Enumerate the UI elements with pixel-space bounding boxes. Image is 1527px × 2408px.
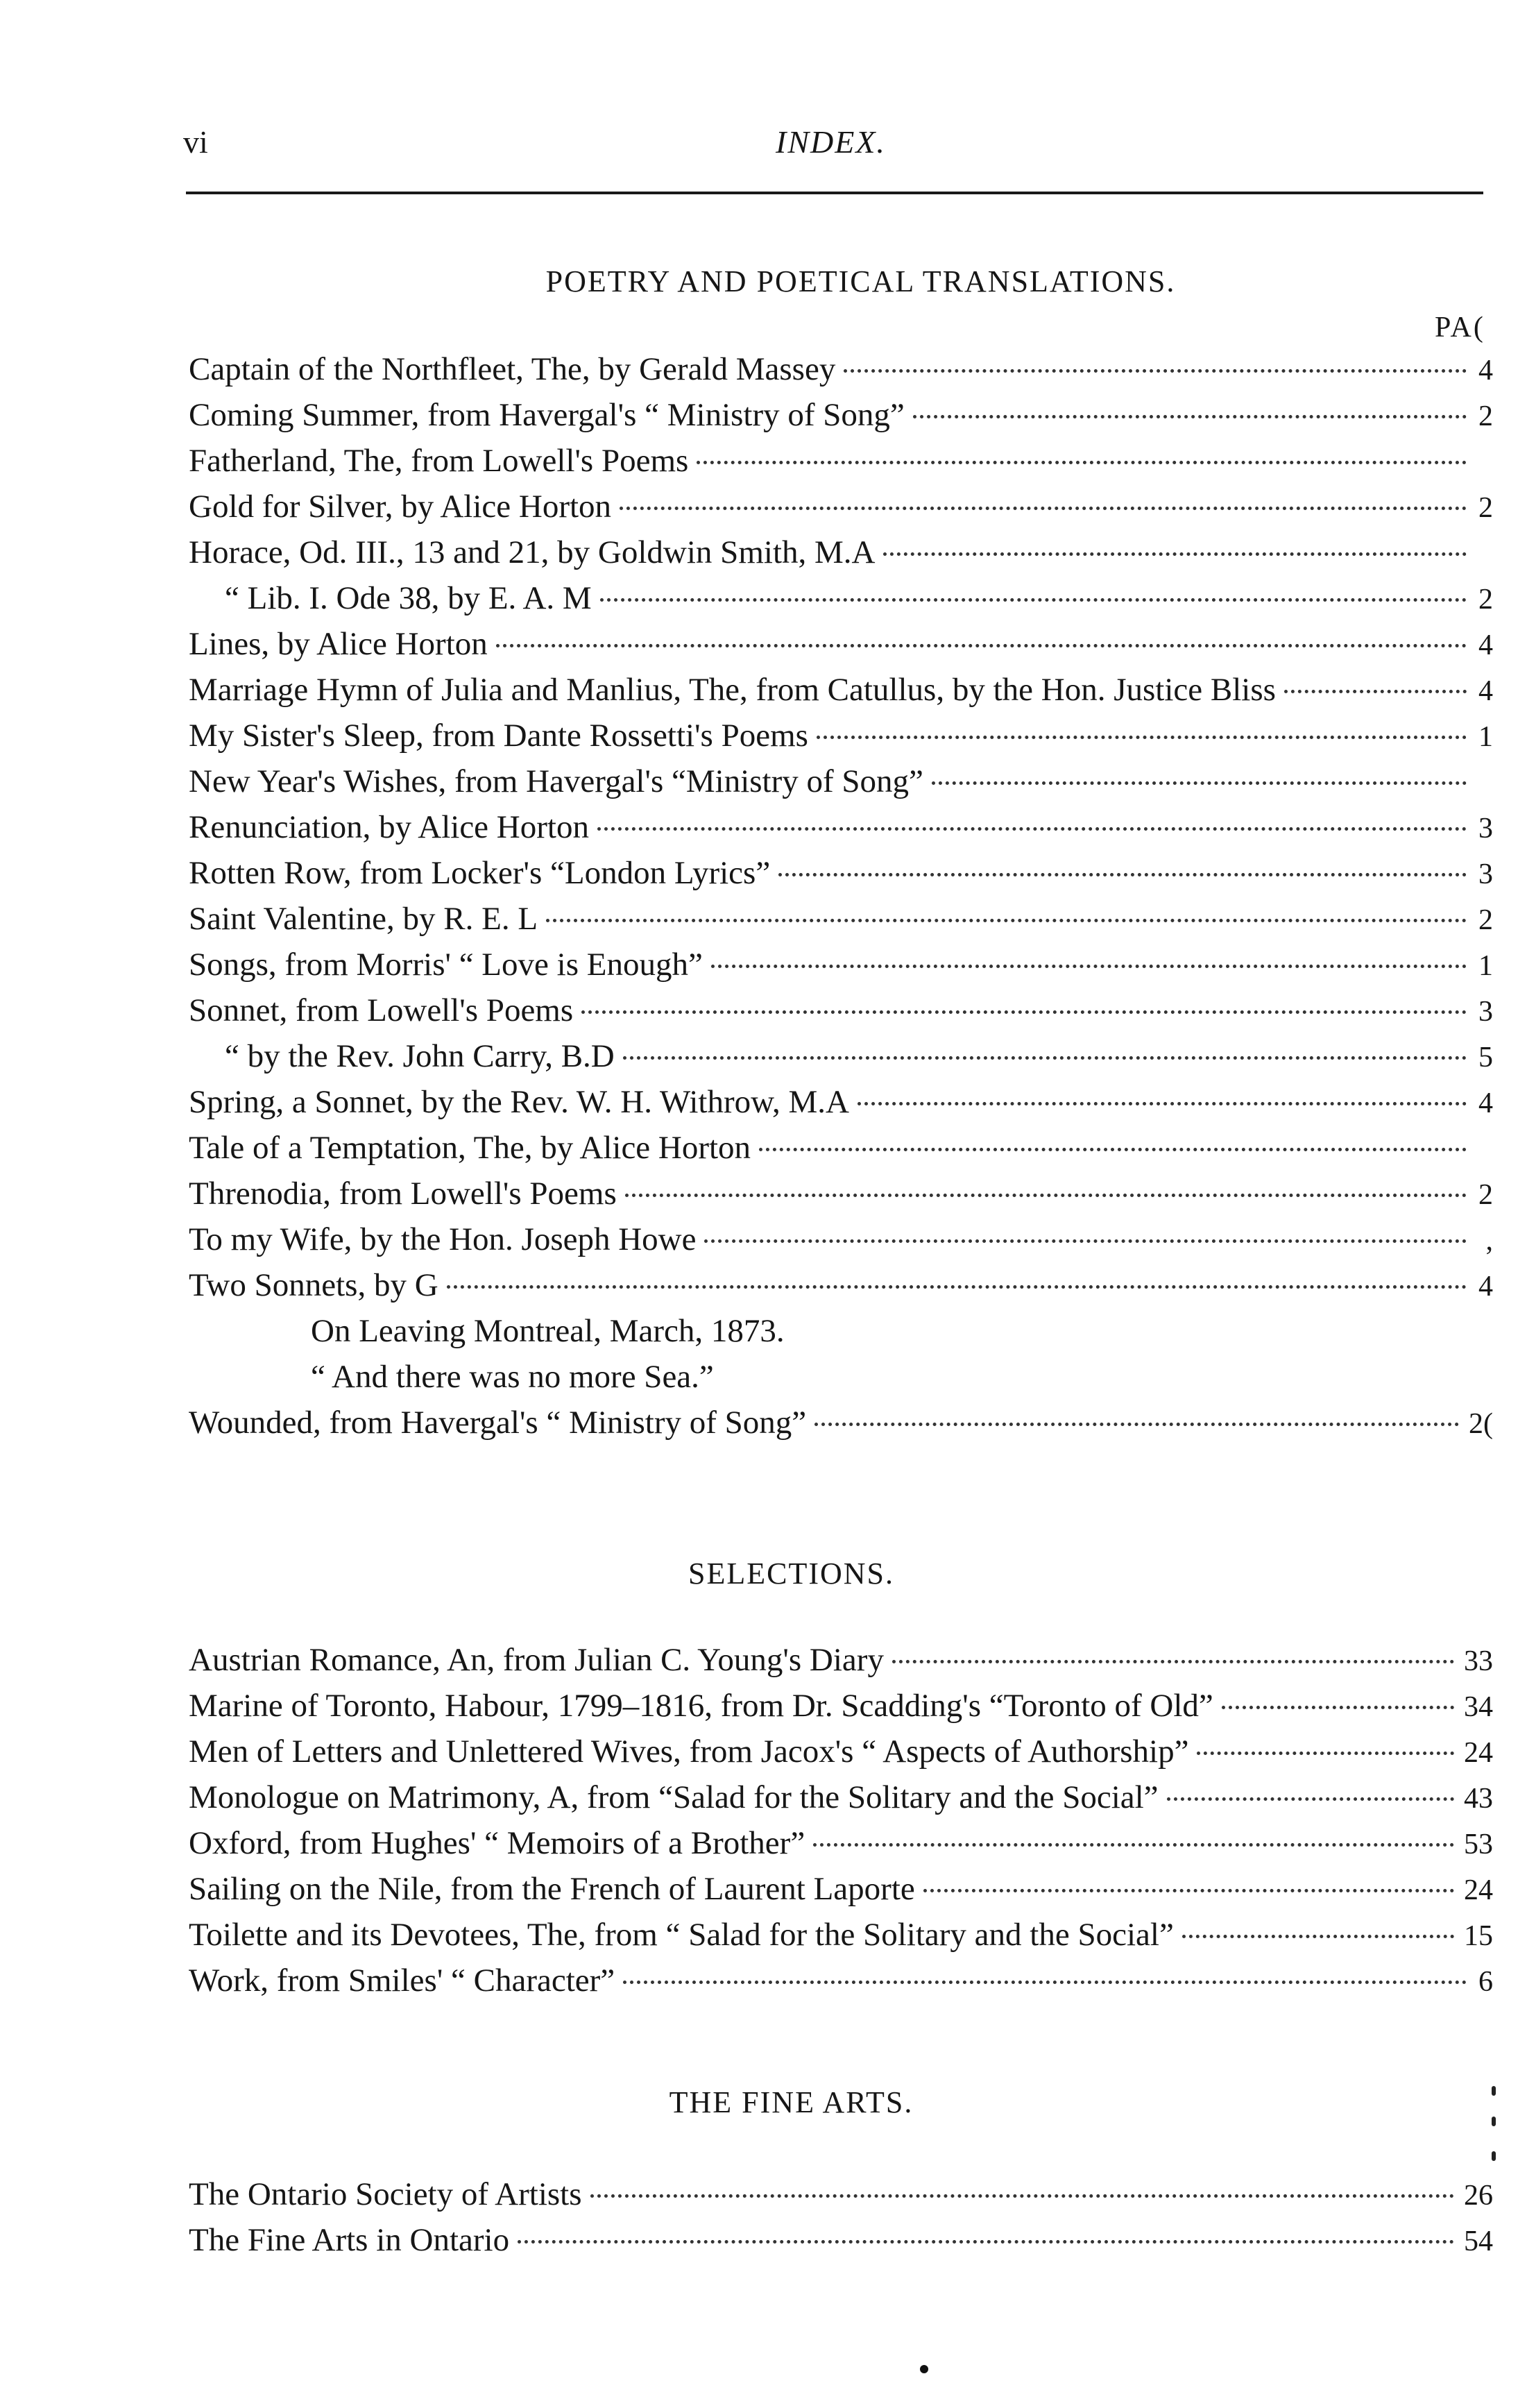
entry-page: 33 xyxy=(1464,1645,1493,1677)
index-entry xyxy=(189,1962,1493,2008)
dot-leader xyxy=(1167,1797,1454,1801)
entry-page: 24 xyxy=(1464,1874,1493,1906)
index-entry xyxy=(189,671,1493,717)
selections-section-title: SELECTIONS. xyxy=(688,1557,894,1591)
dot-leader xyxy=(858,1102,1467,1105)
index-entry xyxy=(189,808,1493,854)
entry-page: 24 xyxy=(1464,1737,1493,1769)
entry-title: Wounded, from Havergal's “ Ministry of Song” xyxy=(189,1405,807,1441)
entry-page: 26 xyxy=(1464,2180,1493,2212)
entry-title: New Year's Wishes, from Havergal's “Ministry of Song” xyxy=(189,763,923,799)
dot-leader xyxy=(1182,1935,1454,1938)
dot-leader xyxy=(623,1981,1467,1984)
index-entry xyxy=(189,763,1493,808)
entry-title: Marine of Toronto, Habour, 1799–1816, from Dr. Scadding's “Toronto of Old” xyxy=(189,1688,1213,1724)
index-entry xyxy=(189,1870,1493,1916)
entry-page: 43 xyxy=(1464,1783,1493,1815)
dot-leader xyxy=(623,1056,1467,1060)
margin-mark xyxy=(1492,2086,1496,2096)
index-entry xyxy=(189,900,1493,946)
index-entry xyxy=(189,1687,1493,1733)
entry-title: The Fine Arts in Ontario xyxy=(189,2222,510,2258)
entry-title: The Ontario Society of Artists xyxy=(189,2176,582,2212)
poetry-entries xyxy=(189,350,1493,1450)
entry-page: 6 xyxy=(1478,1966,1493,1998)
margin-mark xyxy=(1492,2117,1496,2126)
index-entry xyxy=(189,1037,1493,1083)
index-entry xyxy=(189,2221,1493,2267)
entry-page: 4 xyxy=(1478,675,1493,707)
entry-title: Oxford, from Hughes' “ Memoirs of a Brother” xyxy=(189,1825,805,1861)
index-entry xyxy=(189,1779,1493,1824)
index-entry xyxy=(189,1404,1493,1450)
entry-title: Sailing on the Nile, from the French of Laurent Laporte xyxy=(189,1871,915,1907)
index-entry xyxy=(189,1266,1493,1312)
entry-page: 3 xyxy=(1478,996,1493,1028)
index-entry xyxy=(189,992,1493,1037)
dot-leader xyxy=(590,2194,1454,2198)
dot-leader xyxy=(597,827,1467,831)
entry-title: To my Wife, by the Hon. Joseph Howe xyxy=(189,1221,697,1257)
dot-leader xyxy=(581,1010,1467,1014)
entry-title: Tale of a Temptation, The, by Alice Horton xyxy=(189,1130,751,1166)
entry-title: Saint Valentine, by R. E. L xyxy=(189,901,538,937)
entry-page: 15 xyxy=(1464,1920,1493,1952)
poetry-section-title: POETRY AND POETICAL TRANSLATIONS. xyxy=(545,264,1176,298)
dot-leader xyxy=(913,415,1467,418)
entry-title: Threnodia, from Lowell's Poems xyxy=(189,1176,617,1212)
index-entry xyxy=(189,350,1493,396)
entry-title: “ Lib. I. Ode 38, by E. A. M xyxy=(225,580,592,616)
page-number: vi xyxy=(183,124,208,160)
index-entry xyxy=(189,625,1493,671)
dot-leader xyxy=(518,2240,1454,2244)
dot-leader xyxy=(496,644,1467,647)
entry-page: 4 xyxy=(1478,1271,1493,1303)
entry-page: 2( xyxy=(1469,1408,1493,1440)
entry-title: Rotten Row, from Locker's “London Lyrics” xyxy=(189,855,771,891)
entry-title: Austrian Romance, An, from Julian C. Young's Diary xyxy=(189,1642,884,1678)
fine-arts-section-title: THE FINE ARTS. xyxy=(669,2085,914,2119)
dot-leader xyxy=(697,461,1467,464)
entry-page: 3 xyxy=(1478,813,1493,845)
entry-title: Lines, by Alice Horton xyxy=(189,626,488,662)
dot-leader xyxy=(892,1660,1454,1663)
running-title: INDEX. xyxy=(776,124,886,160)
dot-leader xyxy=(814,1423,1459,1426)
index-entry xyxy=(189,1641,1493,1687)
index-entry xyxy=(189,488,1493,534)
entry-title: Monologue on Matrimony, A, from “Salad for the Solitary and the Social” xyxy=(189,1779,1159,1815)
dot-leader xyxy=(883,552,1467,556)
header-rule xyxy=(186,192,1483,194)
index-entry xyxy=(189,1083,1493,1129)
entry-title: Renunciation, by Alice Horton xyxy=(189,809,589,845)
entry-title: Sonnet, from Lowell's Poems xyxy=(189,992,574,1028)
page-column-label: PA( xyxy=(1435,312,1485,344)
entry-title: Work, from Smiles' “ Character” xyxy=(189,1962,615,1999)
index-entry xyxy=(189,442,1493,488)
dot-leader xyxy=(704,1239,1467,1243)
entry-title: Men of Letters and Unlettered Wives, from Jacox's “ Aspects of Authorship” xyxy=(189,1733,1189,1770)
entry-page: 3 xyxy=(1478,858,1493,890)
entry-title: Fatherland, The, from Lowell's Poems xyxy=(189,443,689,479)
index-entry xyxy=(189,579,1493,625)
entry-page: 2 xyxy=(1478,492,1493,524)
dot-leader xyxy=(923,1889,1454,1892)
entry-page: 5 xyxy=(1478,1042,1493,1074)
index-entry xyxy=(189,854,1493,900)
dot-leader xyxy=(932,781,1467,785)
dot-leader xyxy=(817,736,1467,739)
fine-arts-entries xyxy=(189,2176,1493,2267)
entry-page: 1 xyxy=(1478,721,1493,753)
dot-leader xyxy=(778,873,1467,876)
entry-page: 2 xyxy=(1478,584,1493,616)
selections-entries xyxy=(189,1641,1493,2008)
dot-leader xyxy=(600,598,1467,602)
entry-title: “ by the Rev. John Carry, B.D xyxy=(225,1038,615,1074)
index-entry xyxy=(189,1358,1493,1404)
dot-leader xyxy=(447,1285,1467,1289)
footer-dot xyxy=(920,2365,928,2373)
dot-leader xyxy=(546,919,1467,922)
index-entry xyxy=(189,946,1493,992)
index-entry xyxy=(189,1175,1493,1221)
entry-title: Toilette and its Devotees, The, from “ Salad for the Solitary and the Social” xyxy=(189,1917,1174,1953)
entry-page: 2 xyxy=(1478,904,1493,936)
margin-mark xyxy=(1492,2151,1496,2161)
entry-page: 4 xyxy=(1478,355,1493,387)
entry-title: Captain of the Northfleet, The, by Gerald Massey xyxy=(189,351,836,387)
entry-page: 54 xyxy=(1464,2225,1493,2257)
entry-title: My Sister's Sleep, from Dante Rossetti's Poems xyxy=(189,718,808,754)
entry-title: Horace, Od. III., 13 and 21, by Goldwin Smith, M.A xyxy=(189,534,876,570)
dot-leader xyxy=(625,1194,1467,1197)
dot-leader xyxy=(759,1148,1467,1151)
entry-title: Gold for Silver, by Alice Horton xyxy=(189,489,612,525)
index-entry xyxy=(189,1129,1493,1175)
index-entry xyxy=(189,534,1493,579)
entry-title: Coming Summer, from Havergal's “ Ministry of Song” xyxy=(189,397,905,433)
index-entry xyxy=(189,1824,1493,1870)
entry-page: , xyxy=(1485,1225,1493,1257)
entry-page: 34 xyxy=(1464,1691,1493,1723)
dot-leader xyxy=(620,507,1467,510)
entry-title: Spring, a Sonnet, by the Rev. W. H. Withrow, M.A xyxy=(189,1084,850,1120)
dot-leader xyxy=(1222,1706,1454,1709)
entry-page: 1 xyxy=(1478,950,1493,982)
dot-leader xyxy=(1284,690,1467,693)
index-entry xyxy=(189,396,1493,442)
index-entry xyxy=(189,2176,1493,2221)
entry-page: 4 xyxy=(1478,1087,1493,1119)
dot-leader xyxy=(1197,1752,1454,1755)
entry-title: Songs, from Morris' “ Love is Enough” xyxy=(189,947,703,983)
entry-title: Two Sonnets, by G xyxy=(189,1267,438,1303)
entry-page: 53 xyxy=(1464,1829,1493,1860)
index-entry xyxy=(189,1312,1493,1358)
entry-page: 2 xyxy=(1478,400,1493,432)
index-entry xyxy=(189,1733,1493,1779)
entry-title: “ And there was no more Sea.” xyxy=(311,1359,714,1395)
index-entry xyxy=(189,1221,1493,1266)
entry-page: 2 xyxy=(1478,1179,1493,1211)
index-entry xyxy=(189,717,1493,763)
entry-page: 4 xyxy=(1478,629,1493,661)
entry-title: On Leaving Montreal, March, 1873. xyxy=(311,1313,785,1349)
dot-leader xyxy=(711,965,1467,968)
entry-title: Marriage Hymn of Julia and Manlius, The, from Catullus, by the Hon. Justice Bliss xyxy=(189,672,1276,708)
dot-leader xyxy=(813,1843,1454,1847)
index-entry xyxy=(189,1916,1493,1962)
dot-leader xyxy=(844,369,1467,373)
